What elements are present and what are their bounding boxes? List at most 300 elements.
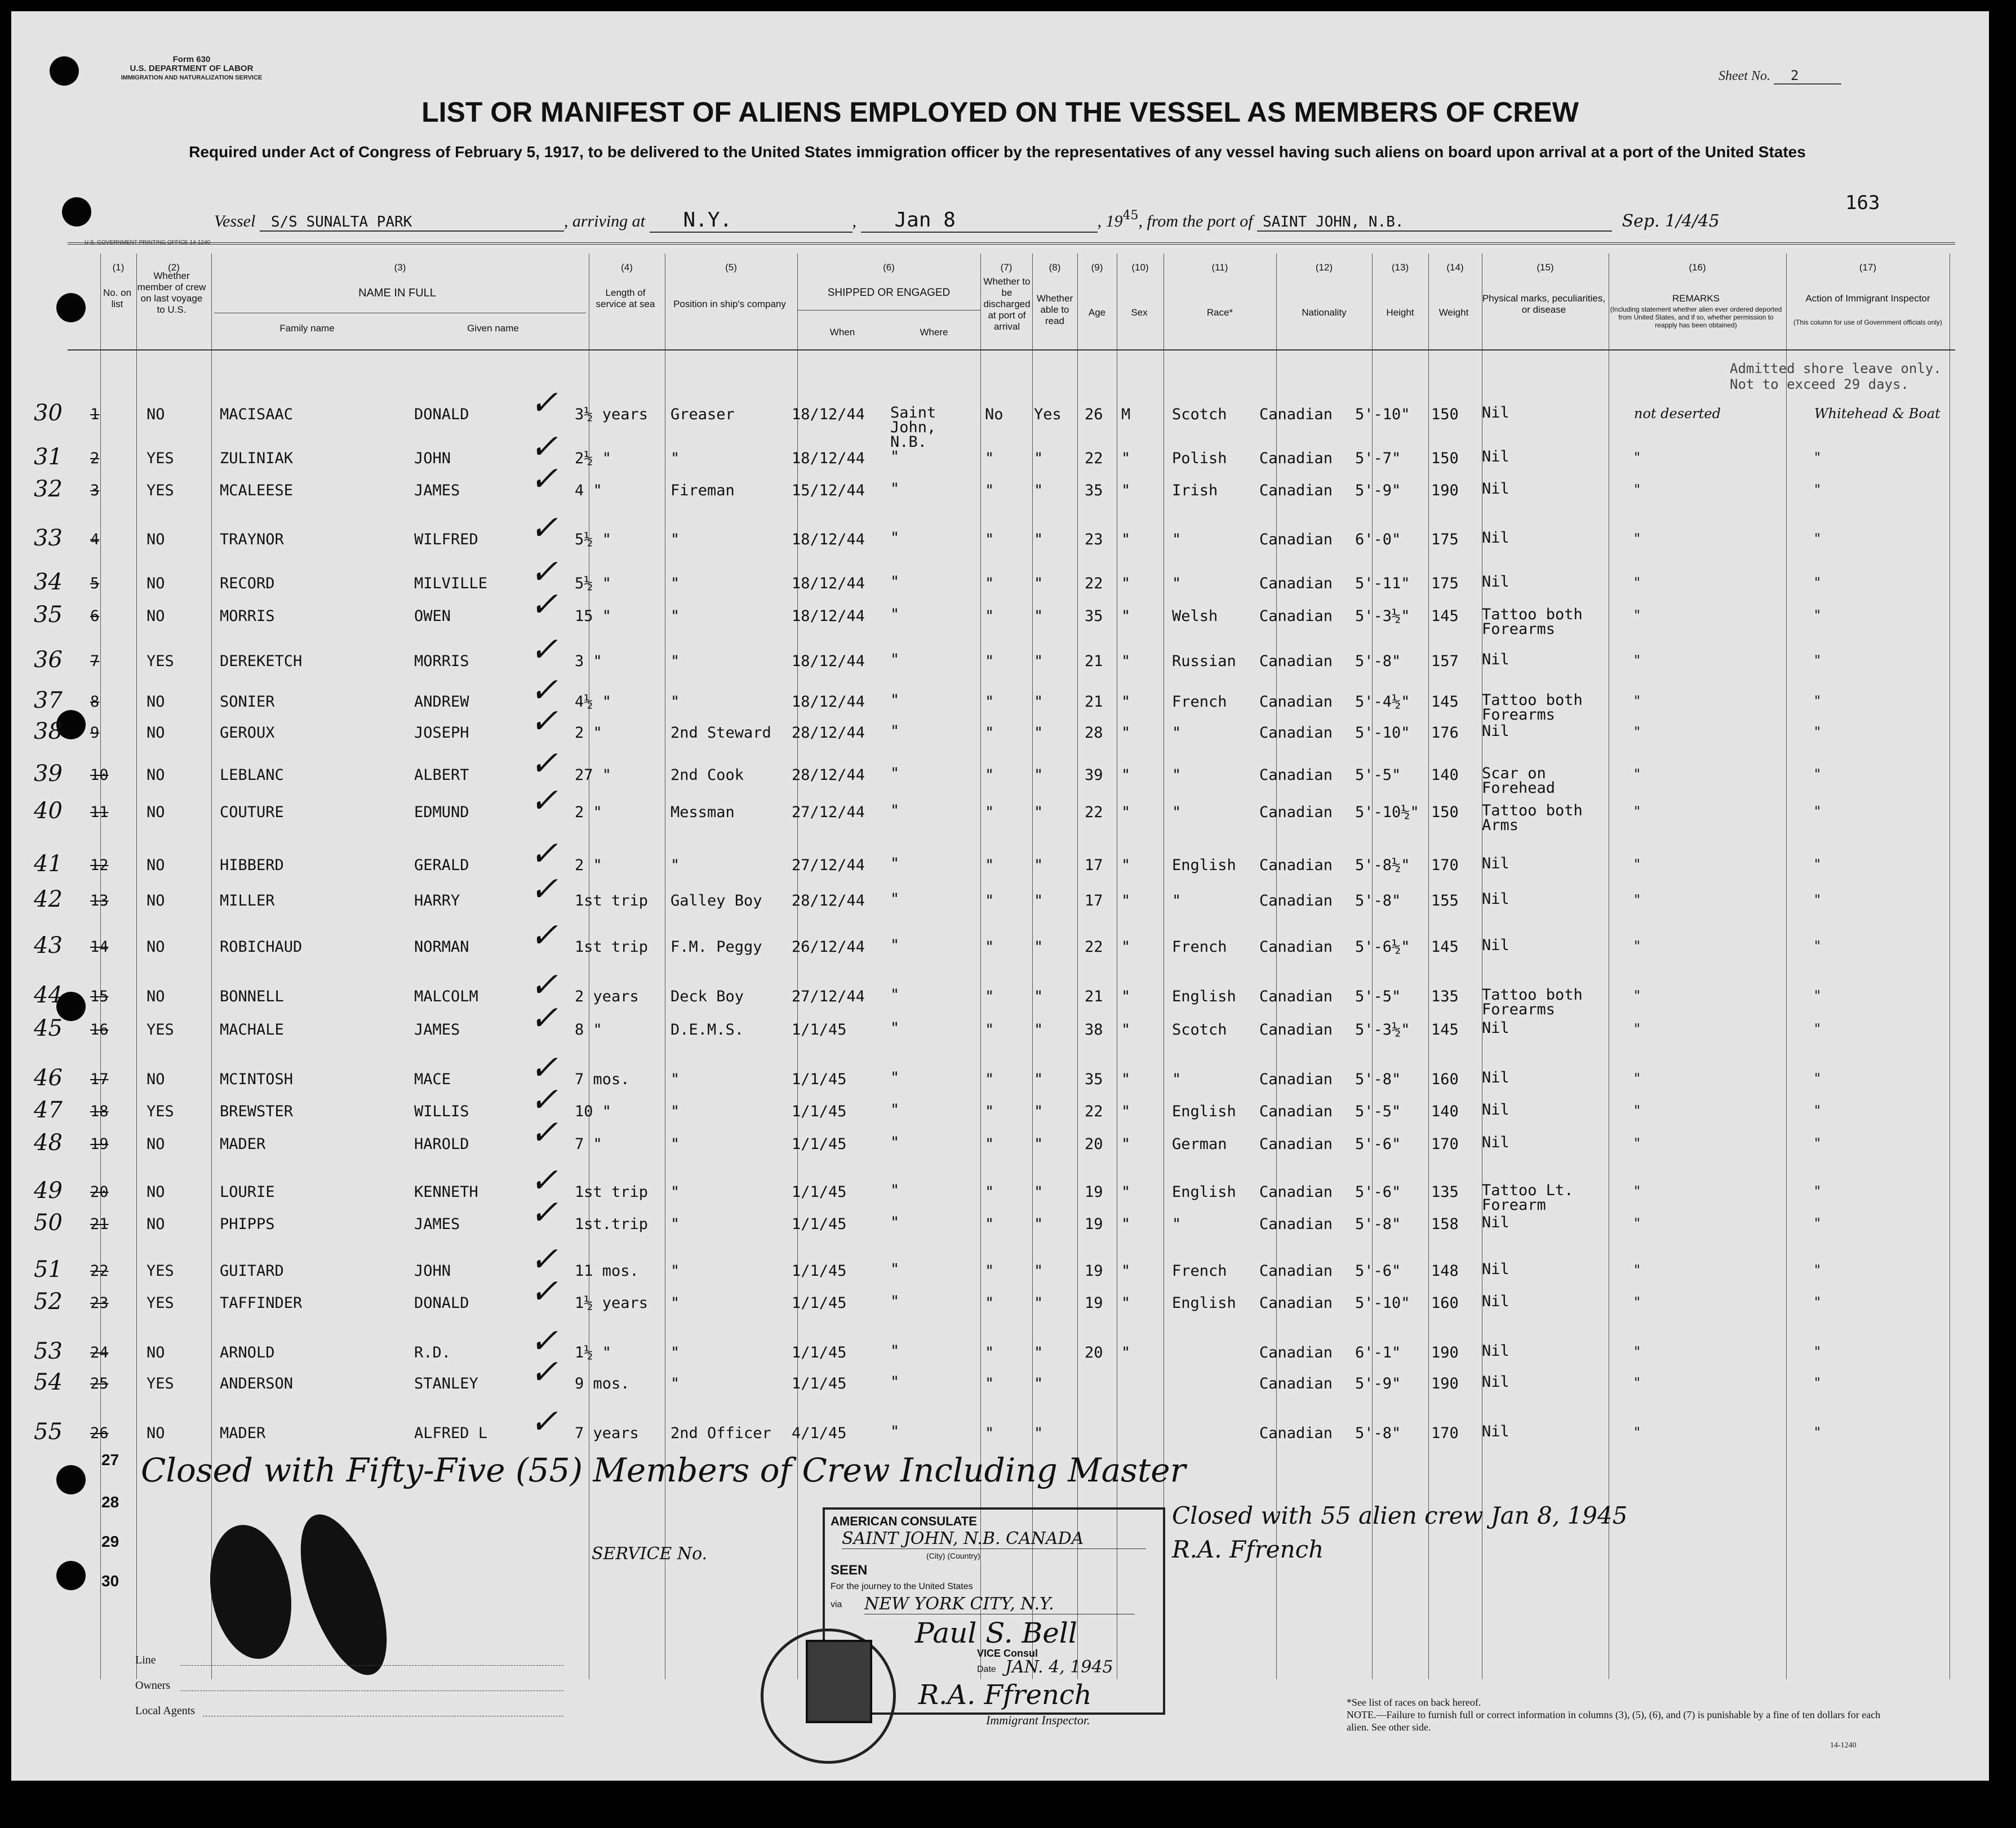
year-label: , 19: [1097, 212, 1123, 230]
crew-hand-number: 41: [34, 851, 63, 877]
crew-height: 5'-10": [1355, 1294, 1410, 1312]
crew-family-name: TRAYNOR: [220, 531, 284, 548]
crew-age: 17: [1085, 892, 1103, 909]
crew-race: English: [1172, 1103, 1236, 1120]
crew-able-to-read: ": [1034, 988, 1043, 1005]
crew-able-to-read: ": [1034, 1375, 1043, 1392]
crew-service-length: 2½ ": [575, 450, 612, 467]
crew-shipped-where: ": [890, 1069, 900, 1086]
crew-able-to-read: ": [1034, 693, 1043, 711]
crew-height: 5'-5": [1355, 1103, 1401, 1120]
crew-service-length: 7 mos.: [575, 1071, 630, 1088]
crew-age: 19: [1085, 1183, 1103, 1201]
check-mark-icon: ✓: [530, 965, 558, 1005]
col-age: Age: [1088, 307, 1106, 318]
crew-given-name: HARRY: [414, 892, 460, 909]
wax-seal: [200, 1519, 301, 1666]
crew-sex: ": [1121, 1215, 1131, 1233]
crew-shipped-when: 1/1/45: [792, 1375, 847, 1392]
crew-able-to-read: ": [1034, 724, 1043, 742]
crew-hand-number: 47: [34, 1097, 63, 1123]
crew-remarks: ": [1634, 1103, 1641, 1119]
inspector-signature: R.A. Ffrench: [918, 1679, 1092, 1711]
crew-shipped-when: 27/12/44: [792, 857, 865, 874]
crew-inspector-action: ": [1814, 1262, 1821, 1278]
crew-age: 28: [1085, 724, 1103, 742]
column-number: (1): [112, 262, 125, 273]
printer-code: 14-1240: [1830, 1741, 1857, 1750]
crew-hand-number: 35: [34, 602, 63, 628]
crew-sex: ": [1121, 1344, 1131, 1361]
crew-given-name: JOSEPH: [414, 724, 469, 742]
crew-physical-marks: Nil: [1482, 890, 1509, 908]
column-number: (15): [1537, 262, 1554, 273]
crew-sex: ": [1121, 857, 1131, 874]
crew-able-to-read: ": [1034, 1071, 1043, 1088]
check-mark-icon: ✓: [530, 1193, 558, 1232]
column-number: (17): [1859, 262, 1877, 273]
crew-remarks: ": [1634, 653, 1641, 668]
inspector-label: Immigrant Inspector.: [986, 1713, 1090, 1727]
crew-family-name: ANDERSON: [220, 1375, 294, 1392]
crew-physical-marks: Nil: [1482, 1019, 1509, 1037]
arriving-port: N.Y.: [650, 208, 852, 233]
crew-hand-number: 49: [34, 1178, 63, 1204]
crew-nationality: Canadian: [1259, 1344, 1333, 1361]
crew-inspector-action: ": [1814, 988, 1821, 1004]
check-mark-icon: ✓: [530, 1113, 558, 1152]
crew-nationality: Canadian: [1259, 1375, 1333, 1392]
crew-remarks: ": [1634, 988, 1641, 1004]
form-identifier: [96, 55, 287, 82]
col-remarks: REMARKS: [1672, 293, 1720, 304]
crew-given-name: HAROLD: [414, 1135, 469, 1153]
crew-nationality: Canadian: [1259, 1262, 1333, 1280]
crew-sex: ": [1121, 1103, 1131, 1120]
footnote-races: *See list of races on back hereof.: [1347, 1697, 1481, 1708]
crew-service-length: 1½ ": [575, 1344, 612, 1361]
crew-weight: 145: [1431, 1021, 1459, 1039]
crew-discharged: ": [985, 482, 994, 499]
crew-discharged: ": [985, 1183, 994, 1201]
punch-hole: [56, 293, 86, 322]
crew-able-to-read: ": [1034, 938, 1043, 956]
col-sex: Sex: [1131, 307, 1148, 318]
crew-position: ": [670, 857, 680, 874]
crew-remarks: ": [1634, 607, 1641, 623]
crew-age: 19: [1085, 1215, 1103, 1233]
crew-service-length: 9 mos.: [575, 1375, 630, 1392]
crew-height: 5'-8": [1355, 1071, 1401, 1088]
crew-row-number: 12: [90, 857, 109, 874]
column-number: (13): [1391, 262, 1409, 273]
crew-sex: ": [1121, 1021, 1131, 1039]
check-mark-icon: ✓: [530, 427, 558, 467]
check-mark-icon: ✓: [530, 781, 558, 820]
crew-discharged: ": [985, 1135, 994, 1153]
crew-race: English: [1172, 857, 1236, 874]
crew-height: 5'-4½": [1355, 693, 1410, 711]
crew-row-number: 4: [90, 531, 100, 548]
crew-weight: 135: [1431, 988, 1459, 1005]
crew-service-length: 27 ": [575, 766, 612, 784]
crew-discharged: ": [985, 575, 994, 592]
crew-given-name: WILLIS: [414, 1103, 469, 1120]
crew-height: 5'-5": [1355, 766, 1401, 784]
crew-discharged: ": [985, 1215, 994, 1233]
check-mark-icon: ✓: [530, 1352, 558, 1392]
crew-position: Messman: [670, 804, 735, 821]
crew-sex: ": [1121, 1294, 1131, 1312]
crew-service-length: 5½ ": [575, 575, 612, 592]
crew-height: 5'-8": [1355, 1425, 1401, 1442]
crew-hand-number: 55: [34, 1419, 63, 1445]
col-physical-marks: Physical marks, peculiarities, or disease: [1482, 293, 1606, 315]
crew-position: Fireman: [670, 482, 735, 499]
crew-service-length: 8 ": [575, 1021, 602, 1039]
crew-weight: 170: [1431, 1425, 1459, 1442]
crew-physical-marks: Nil: [1482, 1293, 1509, 1310]
crew-shipped-when: 1/1/45: [792, 1021, 847, 1039]
crew-able-to-read: ": [1034, 607, 1043, 625]
crew-nationality: Canadian: [1259, 1183, 1333, 1201]
crew-height: 5'-8½": [1355, 857, 1410, 874]
crew-shipped-when: 1/1/45: [792, 1071, 847, 1088]
column-number: (12): [1315, 262, 1333, 273]
crew-weight: 160: [1431, 1071, 1459, 1088]
crew-row-number: 22: [90, 1262, 109, 1280]
crew-service-length: 2 ": [575, 724, 602, 742]
crew-height: 5'-8": [1355, 653, 1401, 670]
crew-physical-marks: Nil: [1482, 448, 1509, 465]
crew-inspector-action: ": [1814, 1294, 1821, 1310]
crew-sex: ": [1121, 653, 1131, 670]
crew-discharged: ": [985, 607, 994, 625]
crew-age: 22: [1085, 938, 1103, 956]
crew-shipped-where: ": [890, 1182, 900, 1199]
column-line: [1372, 254, 1373, 1679]
crew-shipped-when: 1/1/45: [792, 1262, 847, 1280]
arriving-label: , arriving at: [563, 212, 645, 230]
crew-service-length: 2 ": [575, 857, 602, 874]
crew-sex: ": [1121, 1071, 1131, 1088]
crew-given-name: DONALD: [414, 406, 469, 423]
crew-age: 20: [1085, 1344, 1103, 1361]
closing-statement: Closed with Fifty-Five (55) Members of Crew Including Master: [141, 1451, 1186, 1489]
crew-service-length: 2 ": [575, 804, 602, 821]
service-number-label: SERVICE No.: [592, 1544, 708, 1564]
crew-service-length: 7 years: [575, 1425, 639, 1442]
column-number: (3): [394, 262, 406, 273]
crew-physical-marks: Nil: [1482, 480, 1509, 498]
check-mark-icon: ✓: [530, 1080, 558, 1120]
crew-shipped-where: ": [890, 480, 900, 498]
crew-given-name: JOHN: [414, 450, 451, 467]
crew-race: Scotch: [1172, 1021, 1227, 1039]
crew-age: 35: [1085, 1071, 1103, 1088]
col-length-service: Length of service at sea: [596, 287, 655, 309]
crew-row-number: 1: [90, 406, 100, 423]
crew-race: German: [1172, 1135, 1227, 1153]
check-mark-icon: ✓: [530, 1402, 558, 1441]
crew-hand-number: 40: [34, 798, 63, 824]
crew-age: 22: [1085, 1103, 1103, 1120]
check-mark-icon: ✓: [530, 869, 558, 909]
crew-given-name: DONALD: [414, 1294, 469, 1312]
crew-discharged: ": [985, 1103, 994, 1120]
col-able-read: Whether able to read: [1036, 293, 1073, 326]
crew-service-length: 1st.trip: [575, 1215, 649, 1233]
tax-stamp: [806, 1640, 872, 1723]
crew-able-to-read: ": [1034, 531, 1043, 548]
crew-service-length: 5½ ": [575, 531, 612, 548]
crew-prior-voyage: YES: [146, 653, 174, 670]
crew-family-name: HIBBERD: [220, 857, 284, 874]
crew-shipped-when: 1/1/45: [792, 1215, 847, 1233]
crew-height: 6'-1": [1355, 1344, 1401, 1361]
crew-sex: ": [1121, 766, 1131, 784]
crew-nationality: Canadian: [1259, 450, 1333, 467]
crew-service-length: 1st trip: [575, 1183, 649, 1201]
crew-sex: ": [1121, 1183, 1131, 1201]
crew-given-name: ALFRED L: [414, 1425, 488, 1442]
crew-nationality: Canadian: [1259, 766, 1333, 784]
crew-prior-voyage: YES: [146, 1375, 174, 1392]
crew-remarks: ": [1634, 938, 1641, 954]
crew-nationality: Canadian: [1259, 857, 1333, 874]
crew-family-name: SONIER: [220, 693, 275, 711]
crew-family-name: MCINTOSH: [220, 1071, 294, 1088]
column-line: [1276, 254, 1277, 1679]
crew-inspector-action: ": [1814, 1344, 1821, 1360]
crew-given-name: R.D.: [414, 1344, 451, 1361]
crew-race: ": [1172, 531, 1182, 548]
crew-age: 19: [1085, 1294, 1103, 1312]
col-action-sub: (This column for use of Government officials only): [1793, 318, 1942, 326]
vessel-name: S/S SUNALTA PARK: [260, 214, 564, 232]
crew-inspector-action: ": [1814, 1135, 1821, 1151]
arrival-date: Jan 8: [861, 208, 1098, 233]
column-number: (5): [725, 262, 737, 273]
crew-height: 5'-6": [1355, 1262, 1401, 1280]
crew-nationality: Canadian: [1259, 531, 1333, 548]
crew-sex: ": [1121, 1135, 1131, 1153]
check-mark-icon: ✓: [530, 630, 558, 669]
trailing-number: 29: [101, 1533, 119, 1550]
crew-able-to-read: ": [1034, 1262, 1043, 1280]
crew-family-name: BONNELL: [220, 988, 284, 1005]
crew-position: ": [670, 450, 680, 467]
crew-discharged: ": [985, 1344, 994, 1361]
crew-remarks: ": [1634, 575, 1641, 591]
crew-inspector-action: ": [1814, 938, 1821, 954]
crew-service-length: 4 ": [575, 482, 602, 499]
crew-prior-voyage: NO: [146, 575, 165, 592]
crew-remarks: ": [1634, 724, 1641, 740]
crew-race: ": [1172, 1071, 1182, 1088]
crew-position: Greaser: [670, 406, 735, 423]
punch-hole: [62, 197, 91, 227]
crew-sex: ": [1121, 607, 1131, 625]
crew-weight: 140: [1431, 766, 1459, 784]
crew-given-name: JOHN: [414, 1262, 451, 1280]
crew-row-number: 18: [90, 1103, 109, 1120]
crew-row-number: 6: [90, 607, 100, 625]
column-number: (6): [883, 262, 895, 273]
crew-sex: ": [1121, 988, 1131, 1005]
crew-nationality: Canadian: [1259, 1425, 1333, 1442]
sheet-number: [1719, 68, 1841, 85]
stamp-via-value: NEW YORK CITY, N.Y.: [864, 1594, 1135, 1614]
crew-weight: 148: [1431, 1262, 1459, 1280]
crew-sex: ": [1121, 892, 1131, 909]
crew-prior-voyage: NO: [146, 1071, 165, 1088]
crew-age: 35: [1085, 482, 1103, 499]
crew-remarks: ": [1634, 892, 1641, 908]
consul-signature: Paul S. Bell: [915, 1617, 1077, 1649]
crew-prior-voyage: NO: [146, 988, 165, 1005]
crew-weight: 150: [1431, 450, 1459, 467]
crew-inspector-action: ": [1814, 607, 1821, 623]
service-name: IMMIGRATION AND NATURALIZATION SERVICE: [121, 74, 263, 81]
crew-shipped-where: ": [890, 573, 900, 591]
crew-family-name: MACHALE: [220, 1021, 284, 1039]
crew-position: ": [670, 607, 680, 625]
crew-height: 5'-3½": [1355, 607, 1410, 625]
crew-race: ": [1172, 575, 1182, 592]
column-line: [1786, 254, 1787, 1679]
crew-hand-number: 45: [34, 1015, 63, 1041]
crew-given-name: EDMUND: [414, 804, 469, 821]
column-number: (16): [1689, 262, 1706, 273]
punch-hole: [50, 56, 79, 86]
col-name-in-full: NAME IN FULL: [358, 287, 436, 299]
col-no-on-list: No. on list: [103, 287, 132, 309]
crew-inspector-action: ": [1814, 1375, 1821, 1391]
stamp-title: AMERICAN CONSULATE: [831, 1514, 977, 1528]
crew-given-name: JAMES: [414, 482, 460, 499]
col-discharged: Whether to be discharged at port of arrival: [983, 276, 1031, 332]
crew-race: English: [1172, 1294, 1236, 1312]
crew-physical-marks: Tattoo Lt. Forearm: [1482, 1182, 1574, 1214]
crew-hand-number: 31: [34, 444, 63, 470]
crew-service-length: 1st trip: [575, 892, 649, 909]
crew-discharged: ": [985, 1071, 994, 1088]
vessel-label: Vessel: [214, 212, 256, 230]
check-mark-icon: ✓: [530, 585, 558, 624]
check-mark-icon: ✓: [530, 1272, 558, 1311]
crew-nationality: Canadian: [1259, 724, 1333, 742]
crew-family-name: LEBLANC: [220, 766, 284, 784]
crew-height: 5'-6": [1355, 1135, 1401, 1153]
crew-shipped-where: ": [890, 529, 900, 547]
crew-nationality: Canadian: [1259, 653, 1333, 670]
crew-inspector-action: ": [1814, 857, 1821, 872]
crew-able-to-read: ": [1034, 1425, 1043, 1442]
crew-shipped-where: ": [890, 765, 900, 782]
crew-remarks: ": [1634, 1135, 1641, 1151]
stamp-date-value: JAN. 4, 1945: [1005, 1657, 1113, 1677]
crew-row-number: 16: [90, 1021, 109, 1039]
crew-prior-voyage: NO: [146, 531, 165, 548]
crew-age: 38: [1085, 1021, 1103, 1039]
crew-race: Irish: [1172, 482, 1218, 499]
stamp-vice-consul: VICE Consul: [977, 1648, 1038, 1659]
crew-physical-marks: Nil: [1482, 937, 1509, 954]
departure-note: Sep. 1/4/45: [1622, 211, 1720, 231]
crew-remarks: ": [1634, 804, 1641, 819]
crew-weight: 190: [1431, 482, 1459, 499]
crew-given-name: JAMES: [414, 1021, 460, 1039]
crew-discharged: ": [985, 724, 994, 742]
crew-shipped-when: 27/12/44: [792, 988, 865, 1005]
crew-able-to-read: ": [1034, 766, 1043, 784]
crew-physical-marks: Nil: [1482, 855, 1509, 872]
crew-position: ": [670, 1183, 680, 1201]
crew-nationality: Canadian: [1259, 938, 1333, 956]
col-action: Action of Immigrant Inspector: [1805, 293, 1930, 304]
crew-physical-marks: Nil: [1482, 1423, 1509, 1440]
crew-nationality: Canadian: [1259, 575, 1333, 592]
wax-seal: [283, 1504, 404, 1686]
crew-height: 5'-5": [1355, 988, 1401, 1005]
crew-position: F.M. Peggy: [670, 938, 762, 956]
crew-height: 5'-8": [1355, 1215, 1401, 1233]
crew-age: 22: [1085, 575, 1103, 592]
crew-shipped-when: 1/1/45: [792, 1294, 847, 1312]
crew-hand-number: 52: [34, 1289, 63, 1315]
stamp-journey: For the journey to the United States: [831, 1582, 973, 1591]
check-mark-icon: ✓: [530, 1321, 558, 1361]
crew-sex: M: [1121, 406, 1131, 423]
check-mark-icon: ✓: [530, 459, 558, 499]
crew-height: 5'-3½": [1355, 1021, 1410, 1039]
crew-age: 19: [1085, 1262, 1103, 1280]
crew-race: English: [1172, 1183, 1236, 1201]
crew-inspector-action: ": [1814, 1103, 1821, 1119]
line-label: Line: [135, 1654, 156, 1666]
crew-row-number: 15: [90, 988, 109, 1005]
crew-discharged: ": [985, 1021, 994, 1039]
crew-physical-marks: Tattoo both Arms: [1482, 802, 1583, 834]
crew-prior-voyage: NO: [146, 1135, 165, 1153]
crew-physical-marks: Nil: [1482, 529, 1509, 547]
crew-height: 5'-11": [1355, 575, 1410, 592]
crew-row-number: 23: [90, 1294, 109, 1312]
crew-physical-marks: Nil: [1482, 404, 1509, 421]
crew-remarks: ": [1634, 450, 1641, 465]
form-number: Form 630: [172, 55, 211, 64]
check-mark-icon: ✓: [530, 702, 558, 741]
crew-shipped-where: ": [890, 986, 900, 1004]
crew-given-name: JAMES: [414, 1215, 460, 1233]
col-shipped-engaged: SHIPPED OR ENGAGED: [827, 287, 951, 299]
crew-discharged: ": [985, 766, 994, 784]
crew-weight: 160: [1431, 1294, 1459, 1312]
column-number: (8): [1049, 262, 1061, 273]
stamp-city-sub: (City) (Country): [926, 1551, 980, 1560]
crew-shipped-when: 18/12/44: [792, 693, 865, 711]
crew-physical-marks: Nil: [1482, 651, 1509, 668]
crew-hand-number: 33: [34, 525, 63, 551]
crew-prior-voyage: NO: [146, 406, 165, 423]
punch-hole: [56, 1465, 86, 1494]
crew-weight: 176: [1431, 724, 1459, 742]
crew-remarks: ": [1634, 766, 1641, 782]
crew-able-to-read: ": [1034, 1103, 1043, 1120]
header-rule: [68, 242, 1955, 245]
crew-position: ": [670, 575, 680, 592]
